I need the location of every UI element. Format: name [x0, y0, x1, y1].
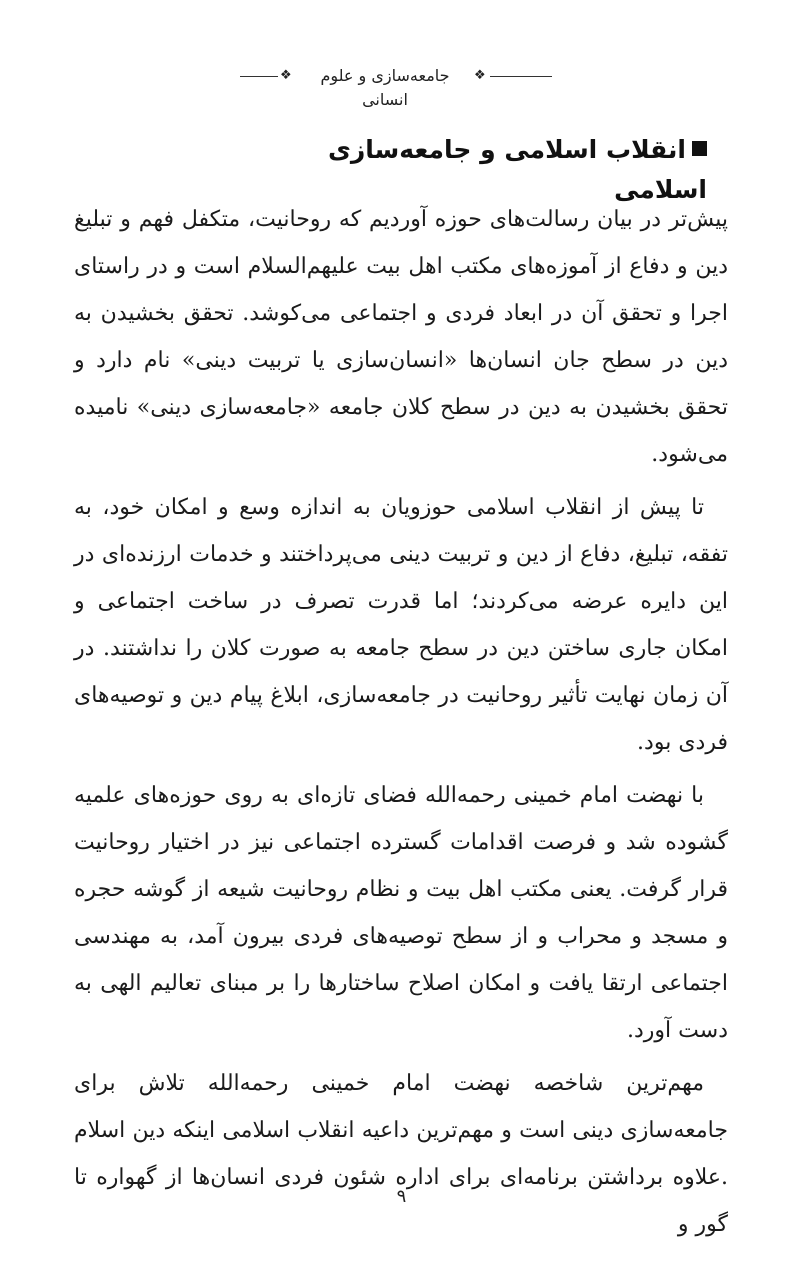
- header-ornament-left-icon: ❖: [280, 68, 292, 83]
- page-number: ۹: [396, 1186, 407, 1207]
- header-rule-left: [240, 76, 278, 77]
- paragraph-1: پیش‌تر در بیان رسالت‌های حوزه آوردیم که روحانیت، متکفل فهم و تبلیغ دین و دفاع از آموزه‌های مکتب اهل بیت علیهم‌السلام است و در راستای اجرا و تحقق آن در ابعاد فردی و اجتماعی می‌کوشد. تحقق بخشیدن به دین در سطح جان انسان‌ها «انسان‌سازی یا تربیت دینی» نام دارد و تحقق بخشیدن به دین در سطح کلان جامعه «جامعه‌سازی دینی» نامیده می‌شود.: [74, 207, 728, 467]
- section-heading-text: انقلاب اسلامی و جامعه‌سازی اسلامی: [327, 135, 707, 204]
- heading-square-marker-icon: [692, 141, 707, 156]
- paragraph-2: تا پیش از انقلاب اسلامی حوزویان به اندازه وسع و امکان خود، به تفقه، تبلیغ، دفاع از دین و تربیت دینی می‌پرداختند و خدمات ارزنده‌ای در این دایره عرضه می‌کردند؛ اما قدرت تصرف در ساخت اجتماعی و امکان جاری ساختن دین در سطح جامعه به صورت کلان را نداشتند. در آن زمان نهایت تأثیر روحانیت در جامعه‌سازی، ابلاغ پیام دین و توصیه‌های فردی بود.: [74, 495, 728, 755]
- paragraph-3: با نهضت امام خمینی رحمه‌الله فضای تازه‌ای به روی حوزه‌های علمیه گشوده شد و فرصت اقدامات گسترده اجتماعی نیز در اختیار روحانیت قرار گرفت. یعنی مکتب اهل بیت و نظام روحانیت شیعه از گوشه حجره و مسجد و محراب و از سطح توصیه‌های فردی بیرون آمد، به مهندسی اجتماعی ارتقا یافت و امکان اصلاح ساختارها را بر مبنای تعالیم الهی به دست آورد.: [74, 783, 728, 1043]
- header-rule-right: [490, 76, 552, 77]
- paragraph-4: مهم‌ترین شاخصه نهضت امام خمینی رحمه‌الله تلاش برای جامعه‌سازی دینی است و مهم‌ترین داعیه انقلاب اسلامی اینکه دین اسلام .علاوه برداشتن برنامه‌ای برای اداره شئون فردی انسان‌ها از گهواره تا گور و: [74, 1071, 728, 1237]
- body-text: [74, 196, 728, 1254]
- header-ornament-right-icon: ❖: [474, 68, 486, 83]
- running-header: [0, 62, 803, 109]
- running-header-title: جامعه‌سازی و علوم انسانی: [320, 66, 450, 109]
